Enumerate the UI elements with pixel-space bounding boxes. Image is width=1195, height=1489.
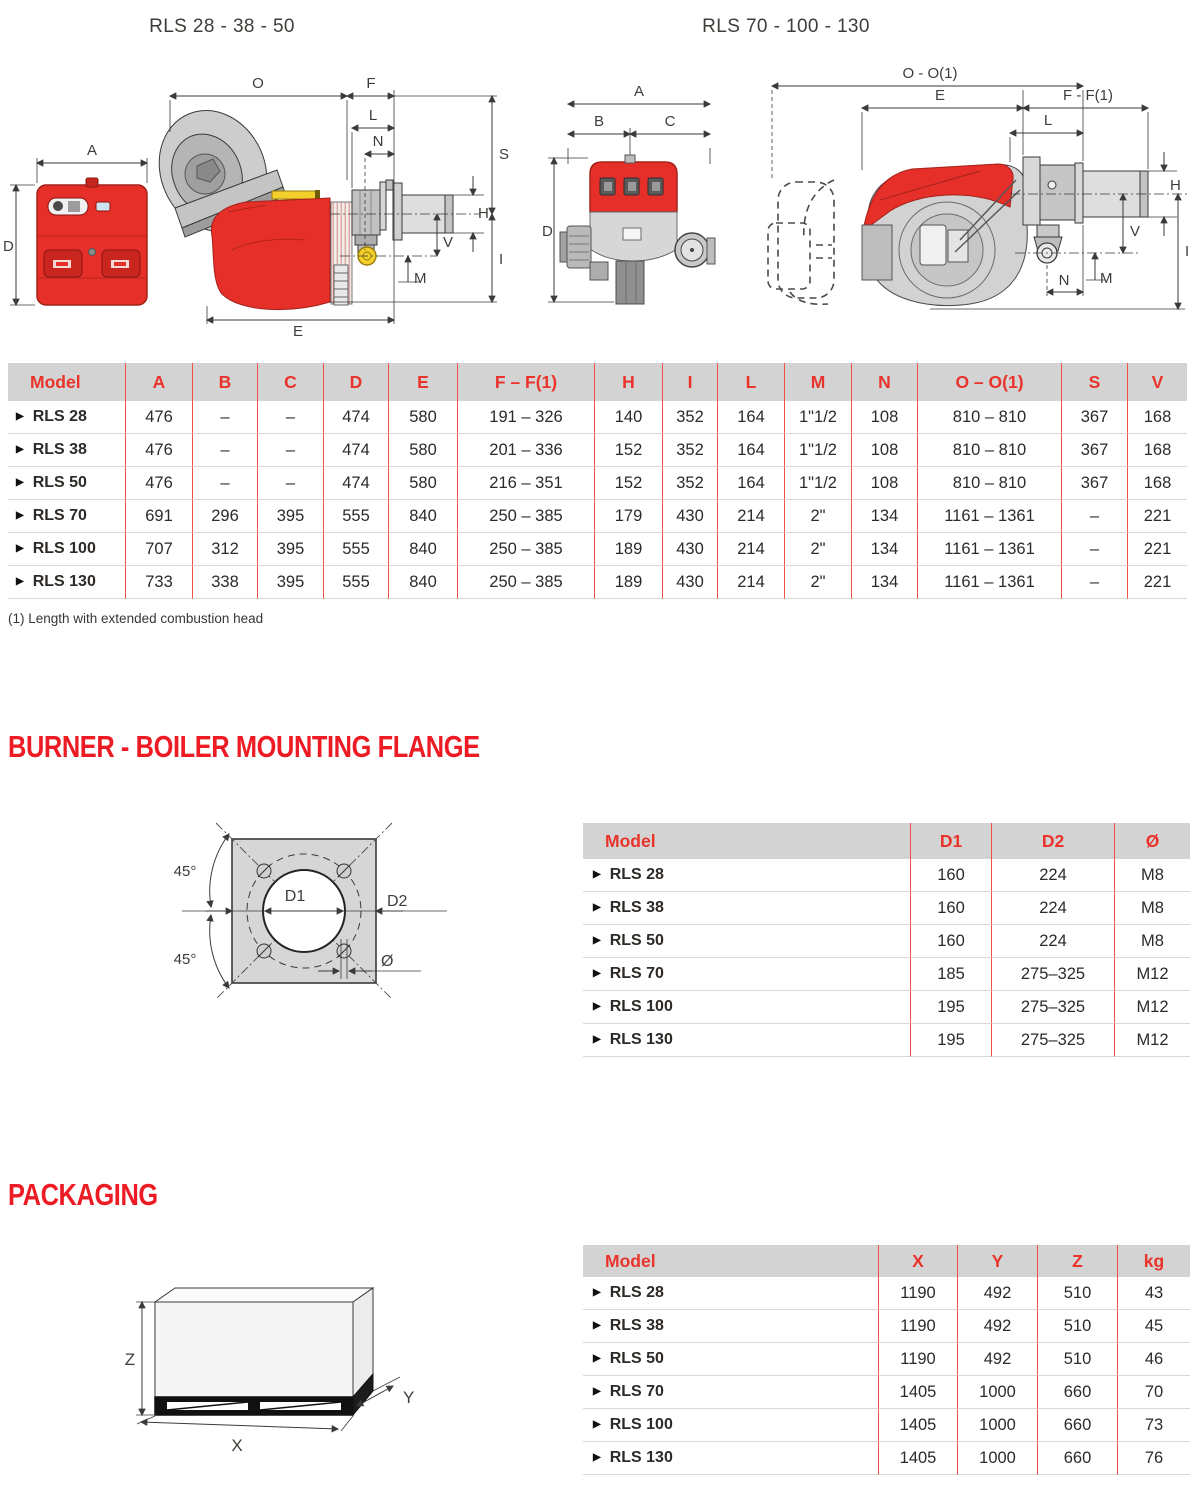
col-header-diameter: Ø <box>1115 823 1190 859</box>
table-row <box>8 467 1187 500</box>
cell: 660 <box>1038 1442 1118 1475</box>
table-row <box>8 533 1187 566</box>
dim-label-h: H <box>1170 177 1181 194</box>
model-cell <box>8 533 126 566</box>
side-view <box>768 65 1190 309</box>
cell: 660 <box>1038 1409 1118 1442</box>
model-label: RLS 70 <box>32 507 87 524</box>
cell: 160 <box>911 859 992 892</box>
dim-label-b: B <box>593 113 605 130</box>
col-header-m: M <box>785 363 852 401</box>
table-row <box>583 958 1190 991</box>
cell: – <box>1062 500 1128 533</box>
cell: 134 <box>852 566 918 599</box>
model-label: RLS 100 <box>609 998 673 1015</box>
cell: 352 <box>663 467 718 500</box>
cell: 221 <box>1128 533 1187 566</box>
cell: 1161 – 1361 <box>918 566 1062 599</box>
cell: 2" <box>785 566 852 599</box>
dim-label-v: V <box>443 234 454 251</box>
col-header-model: Model <box>583 823 911 859</box>
cell: 164 <box>718 401 785 434</box>
row-marker-icon: ▶ <box>593 1352 601 1364</box>
model-cell <box>583 1277 879 1310</box>
model-cell <box>583 859 911 892</box>
cell: 474 <box>324 401 389 434</box>
dim-label-x: X <box>231 1436 243 1455</box>
col-header-model: Model <box>8 363 126 401</box>
dim-label-m: M <box>414 270 427 287</box>
cell: 250 – 385 <box>458 566 595 599</box>
model-cell <box>583 1024 911 1057</box>
table-row <box>8 401 1187 434</box>
cell: 221 <box>1128 500 1187 533</box>
flange-label-d2: D2 <box>387 893 408 910</box>
flange-label-diameter: Ø <box>381 953 394 970</box>
cell: 108 <box>852 467 918 500</box>
model-label: RLS 130 <box>609 1449 673 1466</box>
row-marker-icon: ▶ <box>593 934 601 946</box>
table-row <box>583 991 1190 1024</box>
col-header-i: I <box>663 363 718 401</box>
cell: – <box>1062 566 1128 599</box>
cell: 510 <box>1038 1343 1118 1376</box>
cell: 733 <box>126 566 193 599</box>
cell: 810 – 810 <box>918 467 1062 500</box>
model-label: RLS 38 <box>32 441 87 458</box>
model-label: RLS 50 <box>609 1350 664 1367</box>
dim-label-s: S <box>499 146 510 163</box>
col-header-z: Z <box>1038 1245 1118 1277</box>
section-heading-packaging: PACKAGING <box>8 1177 158 1212</box>
cell: 134 <box>852 500 918 533</box>
cell: 510 <box>1038 1310 1118 1343</box>
row-marker-icon: ▶ <box>593 1418 601 1430</box>
cell: 191 – 326 <box>458 401 595 434</box>
dim-label-d: D <box>3 238 14 255</box>
cell: 195 <box>911 1024 992 1057</box>
cell: – <box>258 467 324 500</box>
col-header-e: E <box>389 363 458 401</box>
cell: 430 <box>663 500 718 533</box>
cell: 1190 <box>879 1310 958 1343</box>
front-view <box>3 142 147 305</box>
cell: 840 <box>389 500 458 533</box>
cell: 1"1/2 <box>785 401 852 434</box>
cell: 312 <box>193 533 258 566</box>
cell: 134 <box>852 533 918 566</box>
model-cell <box>583 892 911 925</box>
dim-label-o: O <box>252 75 264 92</box>
cell: – <box>193 434 258 467</box>
model-cell <box>8 434 126 467</box>
table-row <box>583 1024 1190 1057</box>
flange-table <box>583 823 1190 1057</box>
model-cell <box>583 1376 879 1409</box>
dim-label-e: E <box>292 323 304 340</box>
cell: 168 <box>1128 467 1187 500</box>
cell: M12 <box>1115 991 1190 1024</box>
footnote: (1) Length with extended combustion head <box>8 611 264 626</box>
cell: 168 <box>1128 401 1187 434</box>
drawing-title-left: RLS 28 - 38 - 50 <box>149 16 295 37</box>
cell: 430 <box>663 566 718 599</box>
dim-label-m: M <box>1100 270 1113 287</box>
cell: – <box>1062 533 1128 566</box>
cell: 555 <box>324 533 389 566</box>
model-cell <box>583 1409 879 1442</box>
cell: 1405 <box>879 1376 958 1409</box>
cell: 108 <box>852 401 918 434</box>
row-marker-icon: ▶ <box>593 1451 601 1463</box>
row-marker-icon: ▶ <box>593 1319 601 1331</box>
cell: 474 <box>324 467 389 500</box>
cell: 43 <box>1118 1277 1190 1310</box>
cell: 492 <box>958 1343 1038 1376</box>
dim-label-ff1: F - F(1) <box>1063 87 1113 104</box>
cell: 296 <box>193 500 258 533</box>
cell: 2" <box>785 500 852 533</box>
cell: 152 <box>595 434 663 467</box>
col-header-b: B <box>193 363 258 401</box>
cell: 160 <box>911 892 992 925</box>
dim-label-i: I <box>1185 243 1190 260</box>
cell: 275–325 <box>992 991 1115 1024</box>
row-marker-icon: ▶ <box>593 868 601 880</box>
cell: 1405 <box>879 1442 958 1475</box>
cell: 185 <box>911 958 992 991</box>
cell: 140 <box>595 401 663 434</box>
cell: 76 <box>1118 1442 1190 1475</box>
cell: 164 <box>718 467 785 500</box>
cell: 1405 <box>879 1409 958 1442</box>
cell: 221 <box>1128 566 1187 599</box>
header-row <box>8 363 1187 401</box>
table-row <box>583 925 1190 958</box>
cell: – <box>258 401 324 434</box>
cell: M12 <box>1115 958 1190 991</box>
cell: 555 <box>324 566 389 599</box>
cell: 691 <box>126 500 193 533</box>
cell: 1"1/2 <box>785 434 852 467</box>
col-header-n: N <box>852 363 918 401</box>
cell: 580 <box>389 434 458 467</box>
col-header-l: L <box>718 363 785 401</box>
cell: – <box>258 434 324 467</box>
cell: 224 <box>992 892 1115 925</box>
cell: 70 <box>1118 1376 1190 1409</box>
cell: 352 <box>663 434 718 467</box>
dim-label-i: I <box>499 251 504 268</box>
cell: 1000 <box>958 1409 1038 1442</box>
packaging-table <box>583 1245 1190 1475</box>
model-label: RLS 70 <box>609 1383 664 1400</box>
cell: 840 <box>389 566 458 599</box>
model-label: RLS 100 <box>32 540 96 557</box>
model-label: RLS 50 <box>609 932 664 949</box>
cell: 45 <box>1118 1310 1190 1343</box>
flange-label-angle-top: 45° <box>173 863 197 880</box>
cell: M8 <box>1115 859 1190 892</box>
col-header-a: A <box>126 363 193 401</box>
cell: 395 <box>258 533 324 566</box>
row-marker-icon: ▶ <box>16 542 24 554</box>
cell: 555 <box>324 500 389 533</box>
col-header-d1: D1 <box>911 823 992 859</box>
table-row <box>8 434 1187 467</box>
table-row <box>583 1409 1190 1442</box>
cell: 474 <box>324 434 389 467</box>
dim-label-z: Z <box>124 1350 136 1369</box>
cell: 164 <box>718 434 785 467</box>
dim-label-e: E <box>934 87 946 104</box>
table-row <box>583 1310 1190 1343</box>
burner-drawing-large <box>540 40 1195 340</box>
cell: 707 <box>126 533 193 566</box>
cell: 2" <box>785 533 852 566</box>
model-label: RLS 130 <box>609 1031 673 1048</box>
model-cell <box>8 500 126 533</box>
dim-label-oo1: O - O(1) <box>902 65 958 82</box>
packaging-diagram <box>110 1225 590 1489</box>
cell: 580 <box>389 401 458 434</box>
cell: 250 – 385 <box>458 500 595 533</box>
row-marker-icon: ▶ <box>593 967 601 979</box>
table-row <box>8 566 1187 599</box>
cell: – <box>193 467 258 500</box>
cell: 510 <box>1038 1277 1118 1310</box>
cell: 46 <box>1118 1343 1190 1376</box>
burner-drawing-small <box>0 40 515 340</box>
col-header-model: Model <box>583 1245 879 1277</box>
col-header-d2: D2 <box>992 823 1115 859</box>
cell: 214 <box>718 533 785 566</box>
row-marker-icon: ▶ <box>593 1033 601 1045</box>
col-header-d: D <box>324 363 389 401</box>
model-cell <box>8 401 126 434</box>
col-header-x: X <box>879 1245 958 1277</box>
table-row <box>583 859 1190 892</box>
cell: 275–325 <box>992 958 1115 991</box>
table-row <box>583 892 1190 925</box>
dimensions-table <box>8 363 1187 599</box>
cell: 367 <box>1062 401 1128 434</box>
dim-label-l: L <box>1043 112 1053 129</box>
dim-label-c: C <box>664 113 676 130</box>
header-row <box>583 823 1190 859</box>
cell: M8 <box>1115 892 1190 925</box>
model-cell <box>583 991 911 1024</box>
row-marker-icon: ▶ <box>593 1286 601 1298</box>
cell: 476 <box>126 401 193 434</box>
dim-label-h: H <box>478 205 489 222</box>
cell: 1000 <box>958 1376 1038 1409</box>
table-row <box>583 1376 1190 1409</box>
model-cell <box>583 1442 879 1475</box>
flange-label-angle-bottom: 45° <box>173 951 197 968</box>
cell: 179 <box>595 500 663 533</box>
cell: – <box>193 401 258 434</box>
col-header-c: C <box>258 363 324 401</box>
table-row <box>583 1343 1190 1376</box>
model-cell <box>583 1310 879 1343</box>
cell: 214 <box>718 566 785 599</box>
col-header-kg: kg <box>1118 1245 1190 1277</box>
row-marker-icon: ▶ <box>16 410 24 422</box>
row-marker-icon: ▶ <box>593 901 601 913</box>
cell: 476 <box>126 434 193 467</box>
flange-label-d1: D1 <box>284 888 306 905</box>
cell: 1190 <box>879 1343 958 1376</box>
cell: 201 – 336 <box>458 434 595 467</box>
cell: 430 <box>663 533 718 566</box>
cell: 108 <box>852 434 918 467</box>
cell: M12 <box>1115 1024 1190 1057</box>
row-marker-icon: ▶ <box>593 1385 601 1397</box>
cell: 214 <box>718 500 785 533</box>
row-marker-icon: ▶ <box>16 509 24 521</box>
table-row <box>583 1277 1190 1310</box>
col-header-s: S <box>1062 363 1128 401</box>
cell: 338 <box>193 566 258 599</box>
model-label: RLS 100 <box>609 1416 673 1433</box>
cell: 189 <box>595 566 663 599</box>
table-row <box>8 500 1187 533</box>
dim-label-d: D <box>542 223 553 240</box>
model-cell <box>8 467 126 500</box>
model-label: RLS 70 <box>609 965 664 982</box>
col-header-o: O – O(1) <box>918 363 1062 401</box>
cell: 160 <box>911 925 992 958</box>
model-label: RLS 130 <box>32 573 96 590</box>
cell: 224 <box>992 925 1115 958</box>
dim-label-n: N <box>1058 272 1070 289</box>
model-label: RLS 38 <box>609 899 664 916</box>
model-label: RLS 28 <box>609 866 664 883</box>
mounting-flange-diagram <box>125 790 565 1070</box>
cell: 395 <box>258 500 324 533</box>
cell: 224 <box>992 859 1115 892</box>
cell: 810 – 810 <box>918 434 1062 467</box>
model-label: RLS 38 <box>609 1317 664 1334</box>
cell: 1"1/2 <box>785 467 852 500</box>
cell: 275–325 <box>992 1024 1115 1057</box>
cell: 1161 – 1361 <box>918 500 1062 533</box>
cell: 367 <box>1062 434 1128 467</box>
col-header-h: H <box>595 363 663 401</box>
cell: 476 <box>126 467 193 500</box>
cell: 840 <box>389 533 458 566</box>
cell: 1190 <box>879 1277 958 1310</box>
section-heading-flange: BURNER - BOILER MOUNTING FLANGE <box>8 729 480 764</box>
front-view <box>542 83 715 304</box>
header-row <box>583 1245 1190 1277</box>
cell: 195 <box>911 991 992 1024</box>
dim-label-v: V <box>1130 223 1141 240</box>
cell: 1000 <box>958 1442 1038 1475</box>
row-marker-icon: ▶ <box>16 575 24 587</box>
cell: 660 <box>1038 1376 1118 1409</box>
model-cell <box>583 958 911 991</box>
col-header-f: F – F(1) <box>458 363 595 401</box>
cell: 73 <box>1118 1409 1190 1442</box>
dim-label-n: N <box>372 133 384 150</box>
col-header-y: Y <box>958 1245 1038 1277</box>
model-cell <box>8 566 126 599</box>
row-marker-icon: ▶ <box>593 1000 601 1012</box>
drawing-title-right: RLS 70 - 100 - 130 <box>702 16 870 37</box>
dim-label-a: A <box>86 142 98 159</box>
model-label: RLS 50 <box>32 474 87 491</box>
cell: 367 <box>1062 467 1128 500</box>
cell: 810 – 810 <box>918 401 1062 434</box>
model-label: RLS 28 <box>32 408 87 425</box>
dim-label-f: F <box>366 75 376 92</box>
cell: 580 <box>389 467 458 500</box>
cell: 492 <box>958 1310 1038 1343</box>
cell: M8 <box>1115 925 1190 958</box>
cell: 152 <box>595 467 663 500</box>
cell: 250 – 385 <box>458 533 595 566</box>
cell: 352 <box>663 401 718 434</box>
dim-label-y: Y <box>403 1388 415 1407</box>
cell: 395 <box>258 566 324 599</box>
dim-label-l: L <box>368 107 378 124</box>
col-header-v: V <box>1128 363 1187 401</box>
row-marker-icon: ▶ <box>16 443 24 455</box>
side-view <box>140 75 509 340</box>
row-marker-icon: ▶ <box>16 476 24 488</box>
model-label: RLS 28 <box>609 1284 664 1301</box>
cell: 189 <box>595 533 663 566</box>
dim-label-a: A <box>633 83 645 100</box>
cell: 216 – 351 <box>458 467 595 500</box>
model-cell <box>583 925 911 958</box>
cell: 1161 – 1361 <box>918 533 1062 566</box>
cell: 492 <box>958 1277 1038 1310</box>
model-cell <box>583 1343 879 1376</box>
cell: 168 <box>1128 434 1187 467</box>
table-row <box>583 1442 1190 1475</box>
